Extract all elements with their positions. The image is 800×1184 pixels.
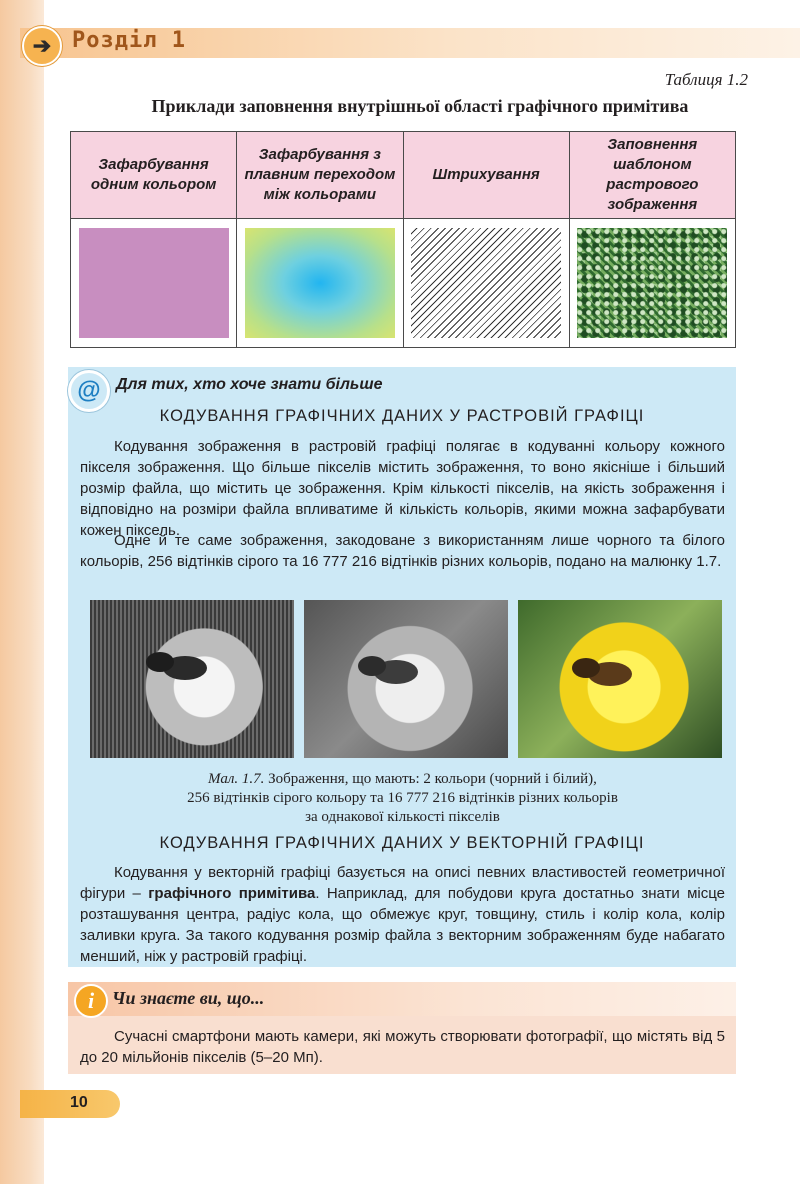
raster-paragraph-1: Кодування зображення в растровій графіці полягає в кодуванні кольору кожного пікселя зображення. Що більше пікселів містить зображення, то воно якісніше і більший розмір файла, що містить це зображення. Крім кількості пікселів, на якість зображення і відповідно на розміри файла впливатиме й кількість кольорів, якими можна зафарбувати кожен піксель. [80,438,725,539]
table-header-row [71,132,736,219]
learn-more-heading: Для тих, хто хоче знати більше [116,376,383,393]
info-icon: i [74,984,108,1018]
dandelion-photo-color [518,600,722,758]
raster-paragraph-2: Одне й те саме зображення, закодоване з використанням лише чорного та білого кольорів, 256 відтінків сірого та 16 777 216 відтінків різних кольорів, подано на малюнку 1.7. [80,532,725,570]
figure-caption [80,770,725,827]
table-cell [569,219,735,348]
raster-heading: КОДУВАННЯ ГРАФІЧНИХ ДАНИХ У РАСТРОВІЙ ГРАФІЦІ [159,407,645,425]
solid-fill-swatch [79,228,229,338]
figure-label: Мал. 1.7. [208,771,265,787]
table-cell [71,219,237,348]
table-cell [403,219,569,348]
table-row [71,219,736,348]
arrow-right-icon[interactable]: ➔ [22,26,62,66]
table-cell [237,219,403,348]
column-header: Зафарбування з плавним переходом між кольорами [237,132,403,219]
fill-examples-table [70,131,736,348]
did-you-know-text: Сучасні смартфони мають камери, які можуть створювати фотографії, що містять від 5 до 20 мільйонів пікселів (5–20 Мп). [80,1028,725,1066]
figure-caption-line-3: за однакової кількості пікселів [305,809,500,825]
graphic-primitive-term: графічного примітива [148,885,316,902]
vector-text-start: Кодування у векторній графіці базується на описі певних властивостей геометричної фігури – [80,864,725,902]
figure-caption-line-2: 256 відтінків сірого кольору та 16 777 216 відтінків різних кольорів [187,790,618,806]
figure-caption-line-1: Зображення, що мають: 2 кольори (чорний і білий), [268,771,597,787]
vector-paragraph [80,862,725,967]
table-caption: Таблиця 1.2 [664,70,748,89]
column-header: Штрихування [403,132,569,219]
hatch-fill-swatch [411,228,561,338]
spiral-icon: @ [68,370,110,412]
table-title: Приклади заповнення внутрішньої області графічного примітива [151,96,689,116]
column-header: Заповнення шаблоном растрового зображення [569,132,735,219]
vector-heading: КОДУВАННЯ ГРАФІЧНИХ ДАНИХ У ВЕКТОРНІЙ ГРАФІЦІ [159,834,645,852]
vector-text-end: . Наприклад, для побудови круга достатньо знати місце розташування центра, радіус кола, що обмежує круг, товщину, стиль і колір кола, колір заливки круга. За такого кодування розмір файла з векторним зображенням буде набагато менший, ніж у растровій графіці. [80,885,726,965]
pattern-fill-swatch [577,228,727,338]
gradient-fill-swatch [245,228,395,338]
dandelion-photo-black-white [90,600,294,758]
section-title: Розділ 1 [72,28,186,53]
page-margin-band [0,0,44,1184]
did-you-know-title: Чи знаєте ви, що... [112,988,265,1008]
column-header: Зафарбування одним кольором [71,132,237,219]
dandelion-photo-grayscale [304,600,508,758]
page-number: 10 [70,1094,88,1111]
